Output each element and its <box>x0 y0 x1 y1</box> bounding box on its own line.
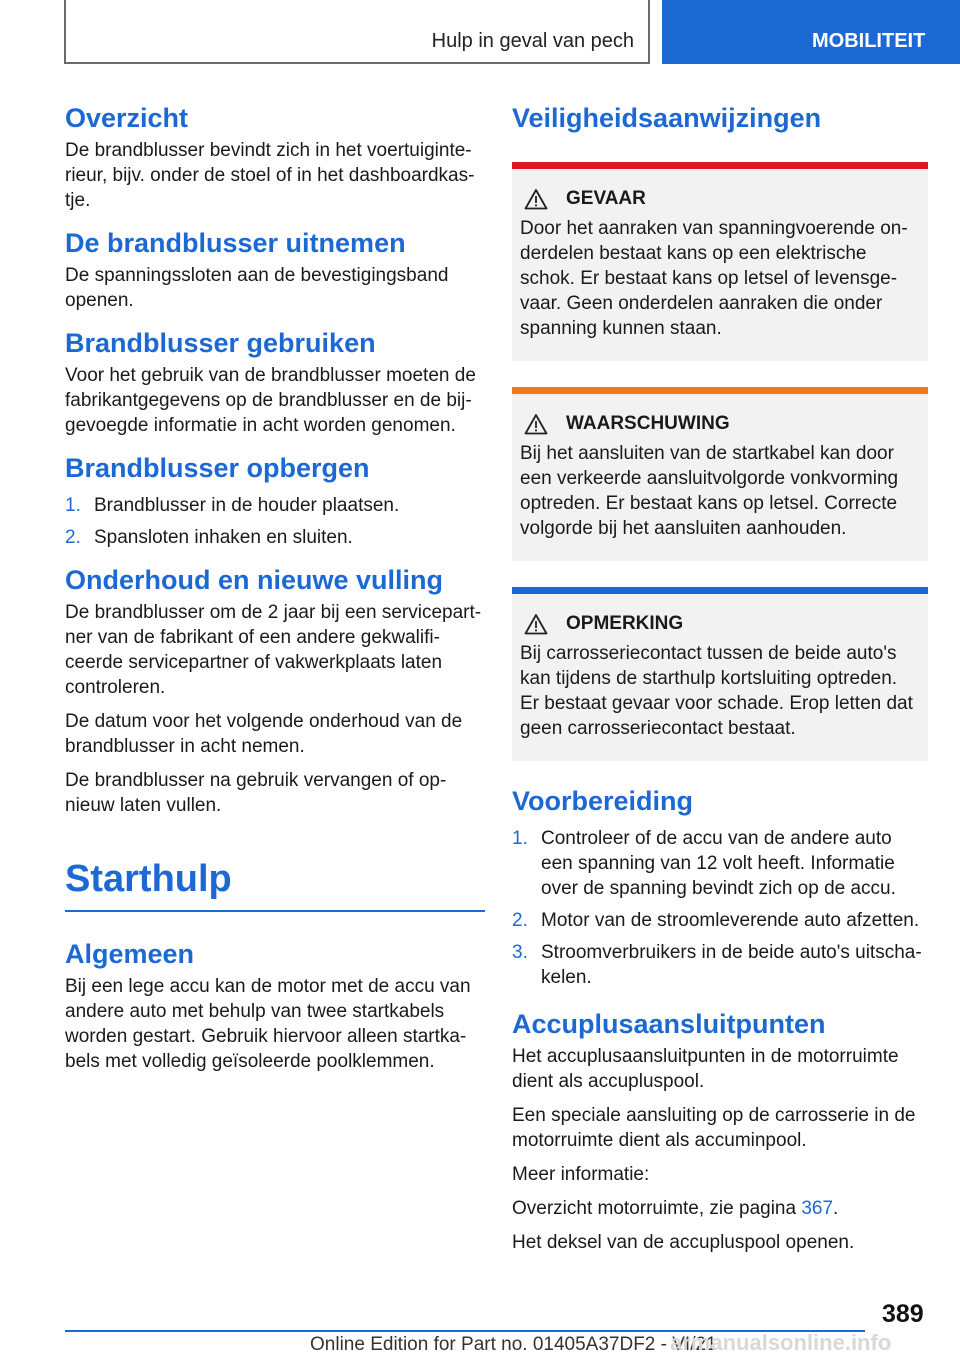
heading-uitnemen: De brandblusser uitnemen <box>65 228 406 258</box>
text-onderhoud-3: De brandblusser na gebruik vervangen of opnieuw laten vullen. <box>65 770 447 816</box>
notice-color-bar <box>512 162 928 169</box>
heading-veiligheid: Veiligheidsaanwijzingen <box>512 103 822 133</box>
text-uitnemen: De spanningssloten aan de bevestigingsband openen. <box>65 265 449 311</box>
notice-note <box>512 587 928 761</box>
heading-gebruiken: Brandblusser gebruiken <box>65 328 376 358</box>
list-item <box>512 826 928 901</box>
notice-text: Bij carrosseriecontact tussen de beide auto's kan tijdens de starthulp kortsluiting optreden. Er bestaat gevaar voor schade. Erop letten dat geen carrosseriecontact bestaat. <box>520 643 913 739</box>
step-text: Spansloten inhaken en sluiten. <box>94 527 353 548</box>
heading-opbergen: Brandblusser opbergen <box>65 453 370 483</box>
heading-voorbereiding: Voorbereiding <box>512 786 694 816</box>
steps-voorbereiding <box>512 826 928 990</box>
notice-title <box>520 611 920 637</box>
warning-triangle-icon <box>524 613 548 635</box>
reference-suffix: . <box>833 1198 839 1219</box>
watermark: armanualsonline.info <box>670 1330 892 1355</box>
header-chapter-tab[interactable] <box>662 0 960 64</box>
list-item <box>512 908 928 933</box>
notice-color-bar <box>512 387 928 394</box>
notice-level: OPMERKING <box>566 613 684 634</box>
warning-triangle-icon <box>524 413 548 435</box>
text-onderhoud-1: De brandblusser om de 2 jaar bij een servicepartner van de fabrikant of een andere gekwalificeerde servicepartner of vakwerkplaats laten controleren. <box>65 602 482 698</box>
list-item <box>65 493 485 518</box>
text-gebruiken: Voor het gebruik van de brandblusser moeten de fabrikantgegevens op de brandblusser en de bijgevoegde informatie in acht worden genomen. <box>65 365 476 436</box>
step-number: 1. <box>512 828 528 849</box>
warning-triangle-icon <box>524 188 548 210</box>
heading-starthulp: Starthulp <box>65 858 232 900</box>
text-accuplus-4 <box>512 1196 928 1221</box>
list-item <box>65 525 485 550</box>
step-number: 2. <box>512 910 528 931</box>
step-number: 1. <box>65 495 81 516</box>
page-number: 389 <box>882 1300 924 1328</box>
notice-title <box>520 186 920 212</box>
notice-warning <box>512 387 928 561</box>
notice-color-bar <box>512 587 928 594</box>
right-column <box>512 100 928 1255</box>
notice-level: GEVAAR <box>566 188 646 209</box>
heading-onderhoud: Onderhoud en nieuwe vulling <box>65 565 444 595</box>
header-chapter-label: MOBILITEIT <box>812 30 926 52</box>
header-section-frame <box>64 0 650 64</box>
step-text: Stroomverbruikers in de beide auto's uitschakelen. <box>541 942 922 988</box>
chapter-divider <box>65 910 485 912</box>
step-text: Brandblusser in de houder plaatsen. <box>94 495 400 516</box>
left-column <box>65 100 485 1074</box>
text-accuplus-2: Een speciale aansluiting op de carrosserie in de motorruimte dient als accuminpool. <box>512 1105 916 1151</box>
text-algemeen: Bij een lege accu kan de motor met de accu van andere auto met behulp van twee startkabels worden gestart. Gebruik hiervoor alleen startkabels met volledig geïsoleerde poolklemmen. <box>65 976 471 1072</box>
step-number: 3. <box>512 942 528 963</box>
notice-title <box>520 411 920 437</box>
text-accuplus-5: Het deksel van de accupluspool openen. <box>512 1232 855 1253</box>
steps-opbergen <box>65 493 485 550</box>
page-reference-link[interactable]: 367 <box>801 1198 834 1219</box>
step-number: 2. <box>65 527 81 548</box>
text-accuplus-1: Het accuplusaansluitpunten in de motorruimte dient als accupluspool. <box>512 1046 899 1092</box>
step-text: Controleer of de accu van de andere auto een spanning van 12 volt heeft. Informatie over de spanning bevindt zich op de accu. <box>541 828 896 899</box>
text-onderhoud-2: De datum voor het volgende onderhoud van de brandblusser in acht nemen. <box>65 711 463 757</box>
heading-accuplus: Accuplusaansluitpunten <box>512 1009 826 1039</box>
notice-danger <box>512 162 928 361</box>
heading-overzicht: Overzicht <box>65 103 189 133</box>
footer-edition: Online Edition for Part no. 01405A37DF2 - VI/21 <box>310 1334 717 1355</box>
step-text: Motor van de stroomleverende auto afzetten. <box>541 910 920 931</box>
text-accuplus-3: Meer informatie: <box>512 1164 650 1185</box>
header-section-title: Hulp in geval van pech <box>431 30 634 52</box>
text-overzicht: De brandblusser bevindt zich in het voertuiginterieur, bijv. onder de stoel of in het dashboardkastje. <box>65 140 475 211</box>
notice-text: Bij het aansluiten van de startkabel kan door een verkeerde aansluitvolgorde vonkvorming optreden. Er bestaat kans op letsel. Correcte volgorde bij het aansluiten aanhouden. <box>520 443 899 539</box>
heading-algemeen: Algemeen <box>65 939 195 969</box>
notice-text: Door het aanraken van spanningvoerende onderdelen bestaat kans op een elektrische schok. Er bestaat kans op letsel of levensgevaar. Geen onderdelen aanraken die onder spanning kunnen staan. <box>520 218 908 339</box>
notice-level: WAARSCHUWING <box>566 413 730 434</box>
list-item <box>512 940 928 990</box>
reference-prefix: Overzicht motorruimte, zie pagina <box>512 1198 802 1219</box>
